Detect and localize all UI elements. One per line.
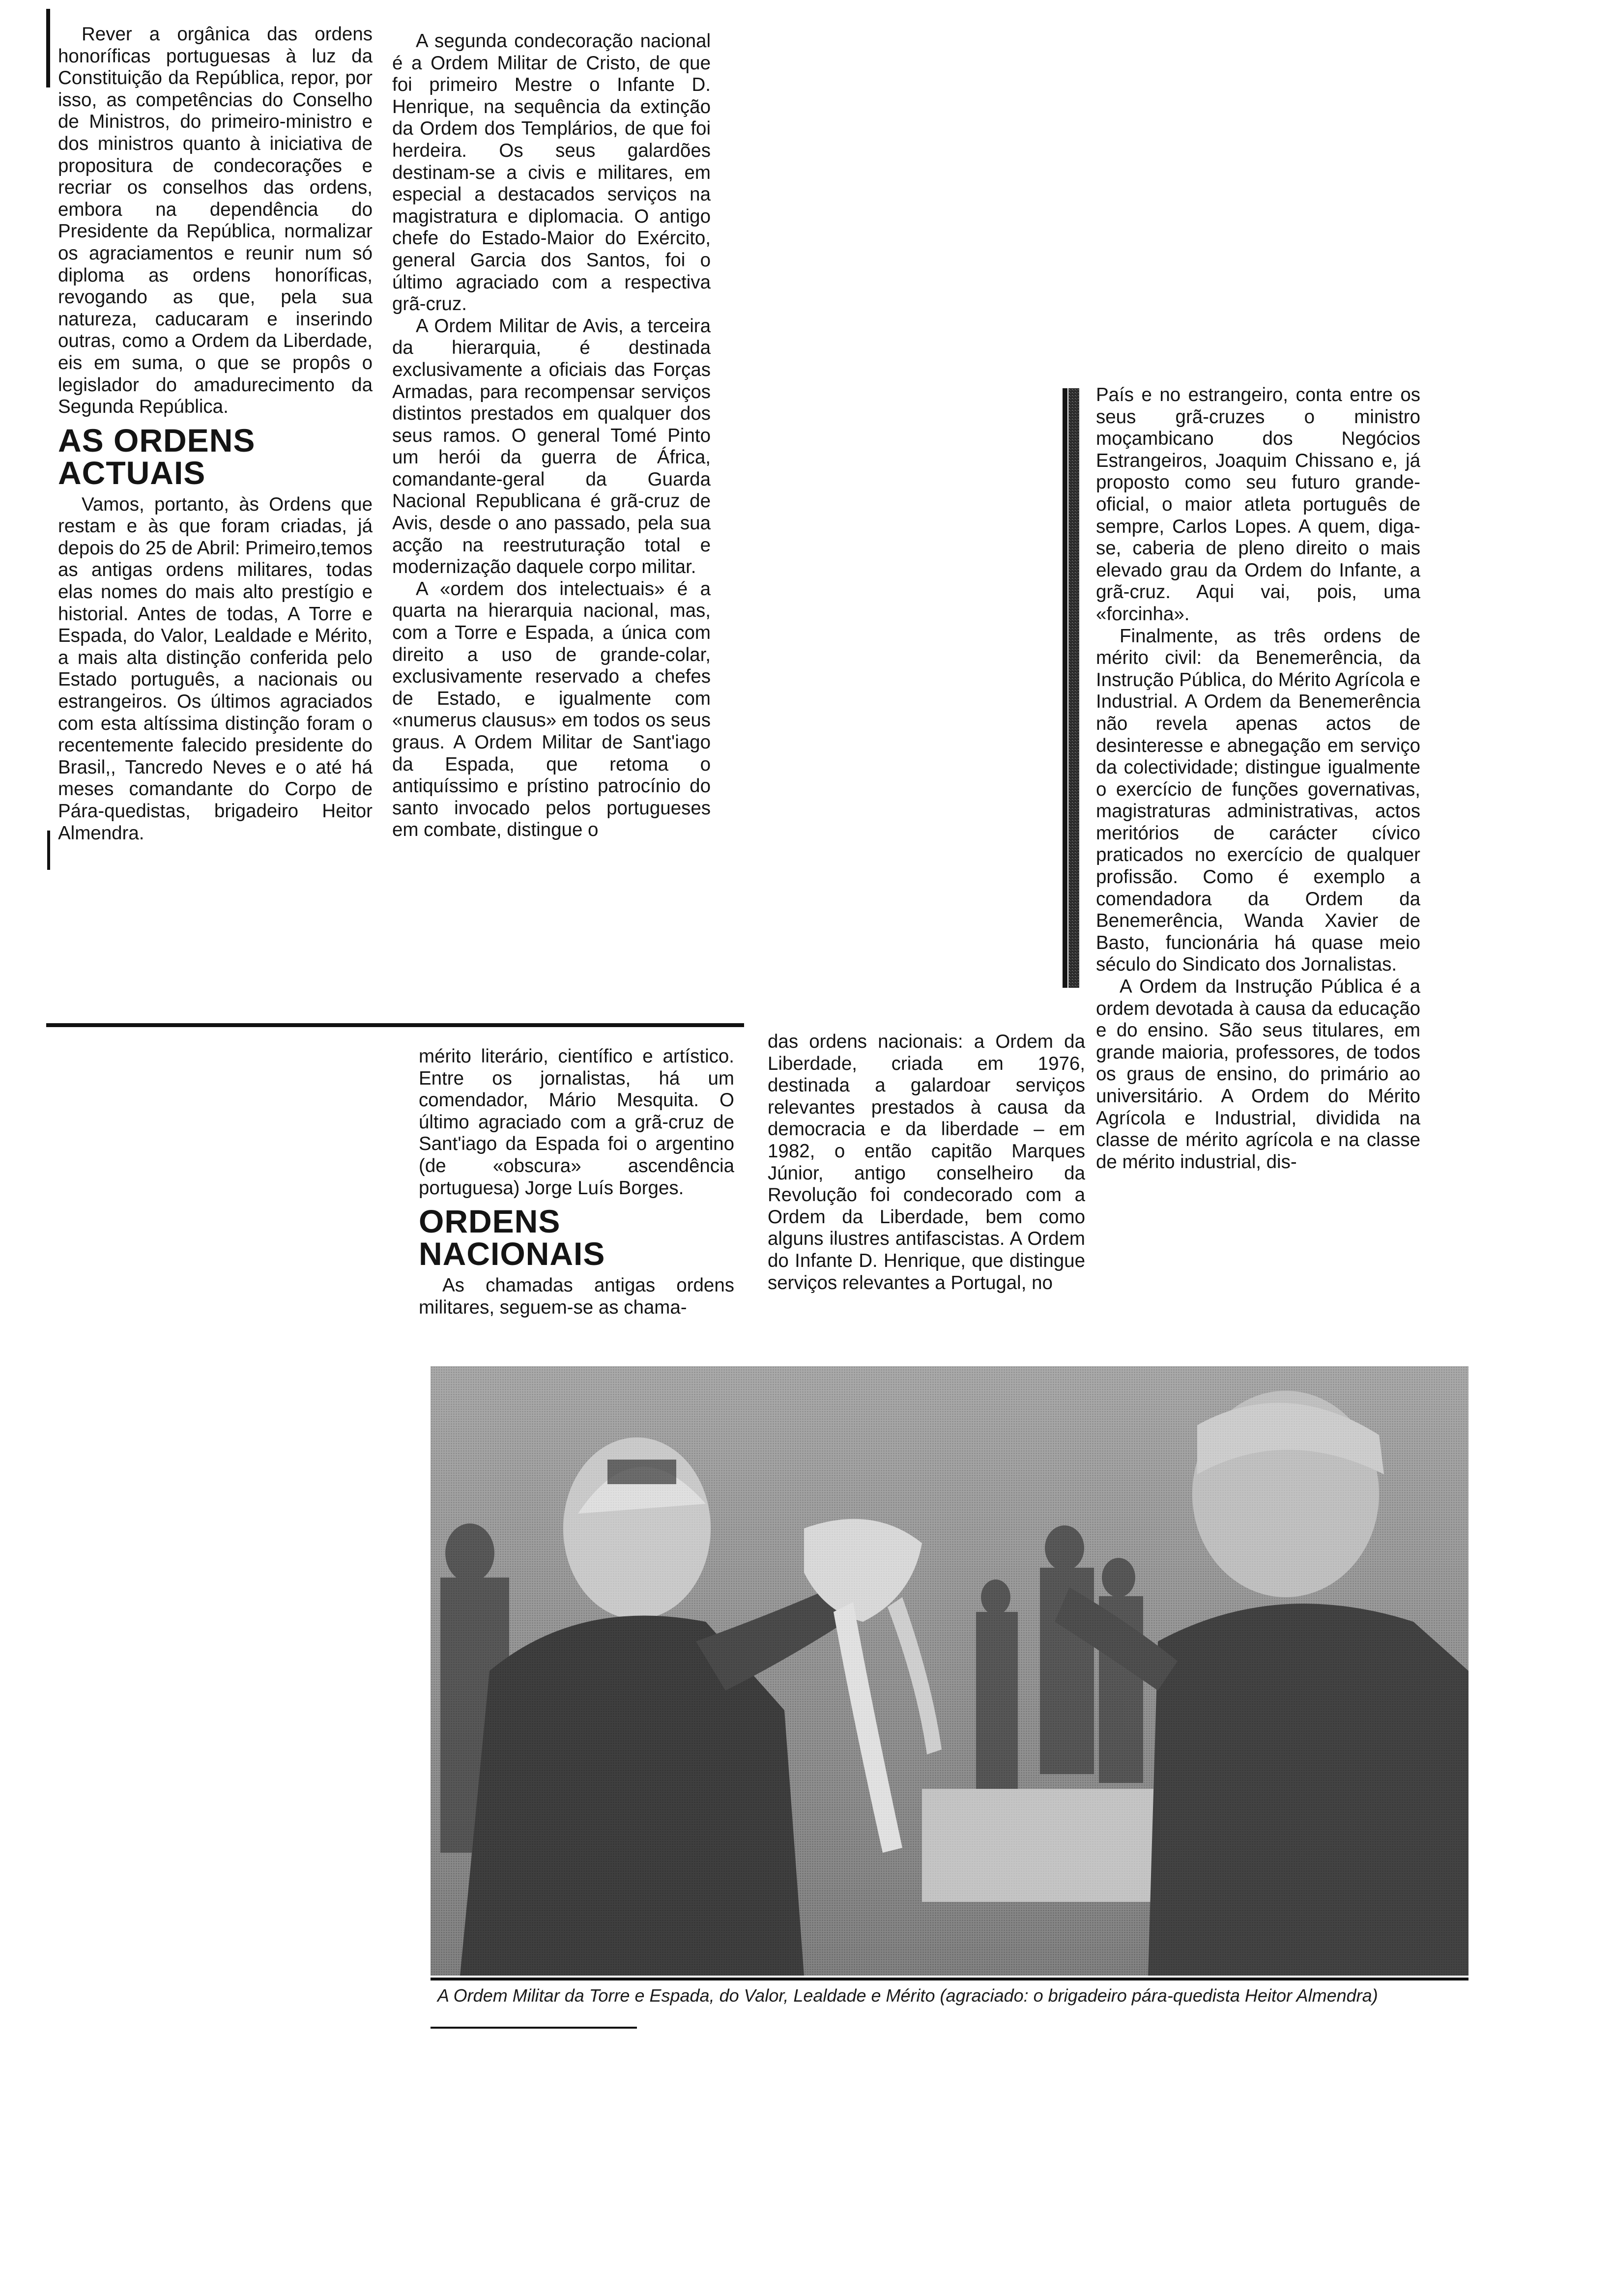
section-rule-upper — [46, 1023, 744, 1027]
article-column-3 — [419, 1046, 734, 1360]
col3-paragraph: As chamadas antigas ordens militares, seguem-se as chama- — [419, 1275, 734, 1318]
col5-paragraph: Finalmente, as três ordens de mérito civil: da Benemerência, da Instrução Pública, do Mérito Agrícola e Industrial. A Ordem da Benemerência não revela apenas actos de desinteresse e abnegação em serviço da colectividade; distingue igualmente o exercício de funções governativas, magistraturas administrativas, actos meritórios de carácter cívico praticados no exercício de qualquer profissão. Como é exemplo a comendadora da Ordem da Benemerência, Wanda Xavier de Basto, funcionária há quase meio século do Sindicato dos Jornalistas. — [1096, 625, 1420, 976]
section-rule-lower — [431, 2027, 637, 2029]
heading-as-ordens-actuais: AS ORDENS ACTUAIS — [58, 422, 256, 491]
col4-paragraph: das ordens nacionais: a Ordem da Liberdade, criada em 1976, destinada a galardoar serviços relevantes prestados à causa da democracia e da liberdade – em 1982, o então capitão Marques Júnior, antigo conselheiro da Revolução foi condecorado com a Ordem da Liberdade, bem como alguns ilustres antifascistas. A Ordem do Infante D. Henrique, que distingue serviços relevantes a Portugal, no — [768, 1031, 1085, 1293]
heading-ordens-nacionais: ORDENS NACIONAIS — [419, 1203, 605, 1272]
col1-paragraph: Rever a orgânica das ordens honoríficas portuguesas à luz da Constituição da República, repor, por isso, as competências do Conselho de Ministros, do primeiro-ministro e dos ministros quanto à iniciativa de propositura de condecorações e recriar os conselhos das ordens, embora na dependência do Presidente da República, normalizar os agraciamentos e reunir num só diploma as ordens honoríficas, revogando as que, pela sua natureza, caducaram e inserindo outras, como a Ordem da Liberdade, eis em suma, o que se propôs o legislador do amadurecimento da Segunda República. — [58, 24, 373, 418]
ceremony-photo — [431, 1366, 1468, 1976]
col2-paragraph: A Ordem Militar de Avis, a terceira da hierarquia, é destinada exclusivamente a oficiais das Forças Armadas, para recompensar serviços distintos prestados em qualquer dos seus ramos. O general Tomé Pinto um herói da guerra de África, comandante-geral da Guarda Nacional Republicana é grã-cruz de Avis, desde o ano passado, pela sua acção na reestruturação total e modernização daquele corpo militar. — [392, 315, 711, 578]
article-column-5 — [1096, 384, 1420, 1318]
col5-paragraph: País e no estrangeiro, conta entre os seus grã-cruzes o ministro moçambicano dos Negócios Estrangeiros, Joaquim Chissano e, já proposto como seu futuro grande-oficial, o maior atleta português de sempre, Carlos Lopes. A quem, diga-se, caberia de pleno direito o mais elevado grau da Ordem do Infante, a grã-cruz. Aqui vai, pois, uma «forcinha». — [1096, 384, 1420, 625]
left-column-bar-lower — [47, 831, 50, 870]
col2-paragraph: A segunda condecoração nacional é a Ordem Militar de Cristo, de que foi primeiro Mestre o Infante D. Henrique, na sequência da extinção da Ordem dos Templários, de que foi herdeira. Os seus galardões destinam-se a civis e militares, em especial a destacados serviços na magistratura e diplomacia. O antigo chefe do Estado-Maior do Exército, general Garcia dos Santos, foi o último agraciado com a respectiva grã-cruz. — [392, 30, 711, 315]
col2-paragraph: A «ordem dos intelectuais» é a quarta na hierarquia nacional, mas, com a Torre e Espada, a única com direito a uso de grande-colar, exclusivamente reservado a chefes de Estado, e igualmente com «numerus clausus» em todos os seus graus. A Ordem Militar de Sant'iago da Espada, que retoma o antiquíssimo e prístino patrocínio do santo invocado pelos portugueses em combate, distingue o — [392, 578, 711, 841]
col3-paragraph: mérito literário, científico e artístico. Entre os jornalistas, há um comendador, Mário Mesquita. O último agraciado com a grã-cruz de Sant'iago da Espada foi o argentino (de «obscura» ascendência portuguesa) Jorge Luís Borges. — [419, 1046, 734, 1199]
photo-caption: A Ordem Militar da Torre e Espada, do Valor, Lealdade e Mérito (agraciado: o brigadeiro pára-quedista Heitor Almendra) — [437, 1985, 1378, 2006]
article-column-1 — [58, 24, 373, 1011]
photo-illustration — [431, 1366, 1468, 1976]
article-column-4 — [768, 1031, 1085, 1360]
left-column-bar — [46, 9, 50, 87]
col1-paragraph: Vamos, portanto, às Ordens que restam e às que foram criadas, já depois do 25 de Abril: Primeiro,temos as antigas ordens militares, todas elas nomes do mais alto prestígio e historial. Antes de todas, A Torre e Espada, do Valor, Lealdade e Mérito, a mais alta distinção conferida pelo Estado português, a nacionais ou estrangeiros. Os últimos agraciados com esta altíssima distinção foram o recentemente falecido presidente do Brasil,, Tancredo Neves e o até há meses comandante do Corpo de Pára-quedistas, brigadeiro Heitor Almendra. — [58, 493, 373, 844]
caption-rule — [431, 1978, 1468, 1980]
column-5-decorative-strip — [1063, 388, 1079, 988]
col5-paragraph: A Ordem da Instrução Pública é a ordem devotada à causa da educação e do ensino. São seus titulares, em grande maioria, professores, de todos os graus de ensino, do primário ao universitário. A Ordem do Mérito Agrícola e Industrial, dividida na classe de mérito agrícola e na classe de mérito industrial, dis- — [1096, 976, 1420, 1173]
article-column-2 — [392, 30, 711, 1016]
